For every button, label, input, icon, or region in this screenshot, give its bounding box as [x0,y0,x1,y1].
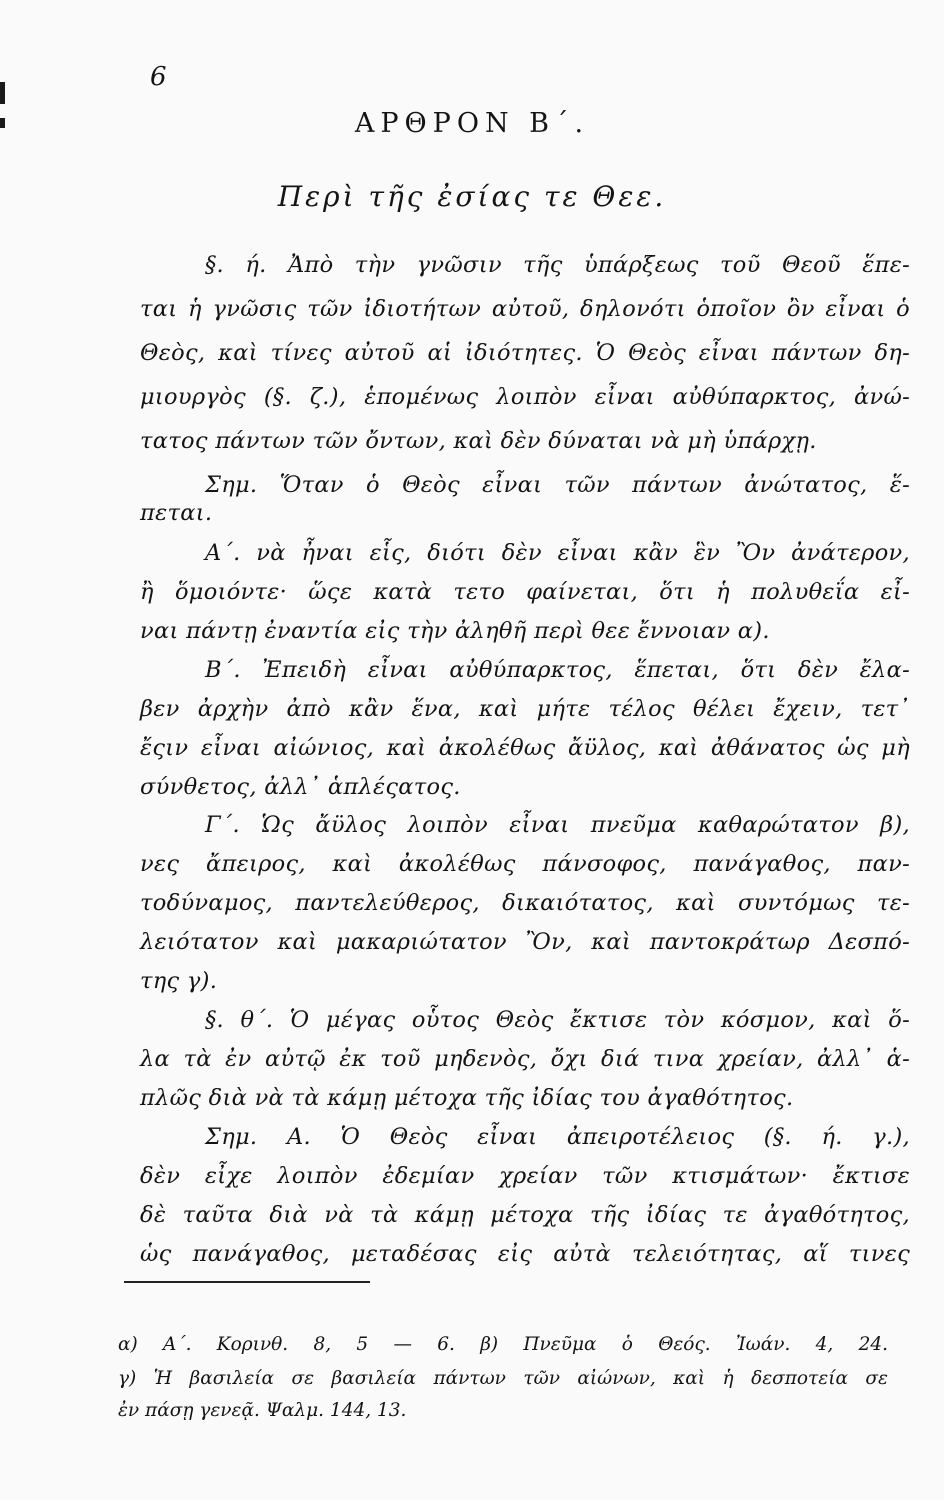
text-line: §. ή. Ἀπὸ τὴν γνῶσιν τῆς ὑπάρξεως τοῦ Θεοῦ ἕπε- [205,252,910,278]
text-line: πλῶς διὰ νὰ τὰ κάμῃ μέτοχα τῆς ἰδίας του ἀγαθότητος. [140,1085,794,1111]
section-title: Περὶ τῆς ἐσίας τε Θεε. [277,180,667,213]
text-line: πεται. [140,500,213,526]
text-line: σύνθετος, ἀλλ᾽ ἁπλέςατος. [140,774,461,800]
article-heading: ΑΡΘΡΟΝ Β΄. [354,108,590,139]
text-line: Θεὸς, καὶ τίνες αὐτοῦ αἱ ἰδιότητες. Ὁ Θεὸς εἶναι πάντων δη- [140,340,910,366]
text-line: δὲν εἶχε λοιπὸν ἐδεμίαν χρείαν τῶν κτισμάτων· ἔκτισε [140,1163,910,1189]
text-line: Σημ. Ὅταν ὁ Θεὸς εἶναι τῶν πάντων ἀνώτατος, ἕ- [205,472,910,498]
text-line: μιουργὸς (§. ζ.), ἑπομένως λοιπὸν εἶναι αὐθύπαρκτος, ἀνώ- [140,384,910,410]
binding-edge-mark [0,82,5,104]
text-line: βεν ἀρχὴν ἀπὸ κἂν ἕνα, καὶ μήτε τέλος θέλει ἔχειν, τετ᾽ [140,696,910,722]
text-line: Α΄. νὰ ἦναι εἷς, διότι δὲν εἶναι κἂν ἓν Ὂν ἀνάτερον, [205,540,910,566]
text-line: Β΄. Ἐπειδὴ εἶναι αὐθύπαρκτος, ἕπεται, ὅτι δὲν ἔλα- [205,657,910,683]
footnote-line: ἐν πάσῃ γενεᾷ. Ψαλμ. 144, 13. [118,1400,407,1421]
text-line: λα τὰ ἐν αὐτῷ ἐκ τοῦ μηδενὸς, ὄχι διά τινα χρείαν, ἀλλ᾽ ἁ- [140,1046,910,1072]
text-line: τοδύναμος, παντελεύθερος, δικαιότατος, καὶ συντόμως τε- [140,890,910,916]
text-line: ται ἡ γνῶσις τῶν ἰδιοτήτων αὐτοῦ, δηλονότι ὁποῖον ὂν εἶναι ὁ [140,296,910,322]
text-line: δὲ ταῦτα διὰ νὰ τὰ κάμῃ μέτοχα τῆς ἰδίας τε ἀγαθότητος, [140,1202,910,1228]
text-line: ἢ ὅμοιόντε· ὥςε κατὰ τετο φαίνεται, ὅτι ἡ πολυθεΐα εἶ- [140,579,910,605]
page-number: 6 [150,62,167,92]
text-line: τατος πάντων τῶν ὄντων, καὶ δὲν δύναται νὰ μὴ ὑπάρχῃ. [140,428,817,454]
footnote-line: γ) Ἡ βασιλεία σε βασιλεία πάντων τῶν αἰώνων, καὶ ἡ δεσποτεία σε [118,1368,888,1389]
text-line: λειότατον καὶ μακαριώτατον Ὂν, καὶ παντοκράτωρ Δεσπό- [140,929,910,955]
text-line: της γ). [140,968,218,994]
text-line: Σημ. Α. Ὁ Θεὸς εἶναι ἀπειροτέλειος (§. ή. γ.), [205,1124,910,1150]
text-line: ἔςιν εἶναι αἰώνιος, καὶ ἀκολέθως ἄϋλος, καὶ ἀθάνατος ὡς μὴ [140,735,910,761]
text-line: ναι πάντῃ ἐναντία εἰς τὴν ἀληθῆ περὶ θεε ἔννοιαν α). [140,618,770,644]
footnote-line: α) Α΄. Κορινθ. 8, 5 — 6. β) Πνεῦμα ὁ Θεός. Ἰωάν. 4, 24. [118,1334,888,1355]
text-line: §. θ΄. Ὁ μέγας οὗτος Θεὸς ἔκτισε τὸν κόσμον, καὶ ὅ- [205,1007,910,1033]
footnote-rule [124,1281,370,1283]
text-line: νες ἄπειρος, καὶ ἀκολέθως πάνσοφος, πανάγαθος, παν- [140,851,910,877]
text-line: Γ΄. Ὡς ἄϋλος λοιπὸν εἶναι πνεῦμα καθαρώτατον β), [205,812,910,838]
text-line: ὡς πανάγαθος, μεταδέσας εἰς αὐτὰ τελειότητας, αἵ τινες [140,1241,910,1267]
